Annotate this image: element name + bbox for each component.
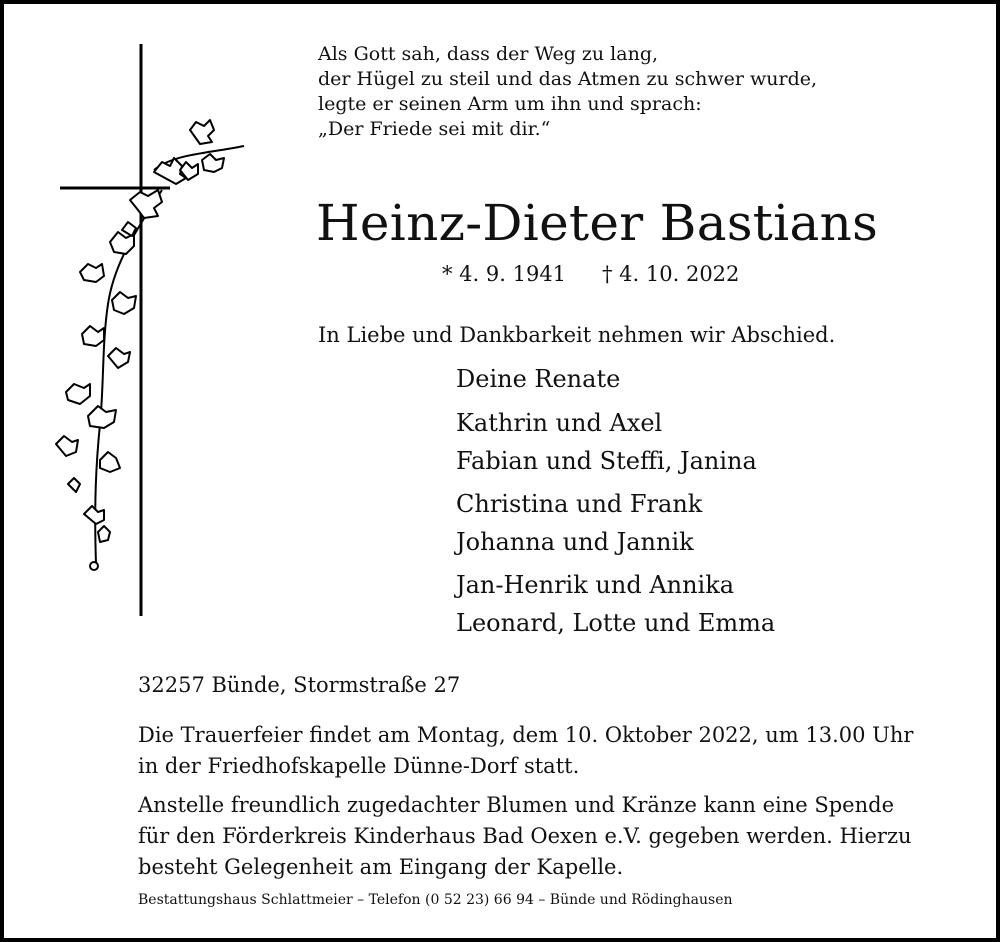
- farewell-intro: In Liebe und Dankbarkeit nehmen wir Abschied.: [318, 323, 836, 347]
- family-line: Christina und Frank: [456, 490, 703, 518]
- family-group: [456, 566, 775, 642]
- cross-with-ivy-icon: [4, 4, 264, 624]
- donation-info: [138, 790, 912, 883]
- family-group: [456, 404, 757, 480]
- death-date: † 4. 10. 2022: [602, 262, 740, 286]
- ceremony-line: in der Friedhofskapelle Dünne-Dorf statt.: [138, 754, 580, 778]
- ceremony-info: [138, 720, 913, 782]
- birth-date: * 4. 9. 1941: [442, 262, 567, 286]
- donation-line: besteht Gelegenheit am Eingang der Kapelle.: [138, 855, 624, 879]
- family-line: Johanna und Jannik: [456, 528, 694, 556]
- deceased-name: Heinz-Dieter Bastians: [316, 194, 879, 252]
- family-group: [456, 360, 620, 398]
- verse-line: legte er seinen Arm um ihn und sprach:: [318, 93, 702, 115]
- donation-line: Anstelle freundlich zugedachter Blumen und Kränze kann eine Spende: [138, 793, 894, 817]
- memorial-verse: [318, 42, 817, 142]
- family-group: [456, 485, 702, 561]
- family-line: Leonard, Lotte und Emma: [456, 609, 776, 637]
- family-line: Kathrin und Axel: [456, 409, 663, 437]
- family-line: Fabian und Steffi, Janina: [456, 447, 757, 475]
- verse-line: der Hügel zu steil und das Atmen zu schwer wurde,: [318, 68, 818, 90]
- verse-line: „Der Friede sei mit dir.“: [318, 118, 551, 140]
- ceremony-line: Die Trauerfeier findet am Montag, dem 10. Oktober 2022, um 13.00 Uhr: [138, 723, 914, 747]
- donation-line: für den Förderkreis Kinderhaus Bad Oexen e.V. gegeben werden. Hierzu: [138, 824, 912, 848]
- verse-line: Als Gott sah, dass der Weg zu lang,: [318, 43, 659, 65]
- funeral-home-footer: Bestattungshaus Schlattmeier – Telefon (0 52 23) 66 94 – Bünde und Rödinghausen: [138, 892, 733, 908]
- family-line: Jan-Henrik und Annika: [456, 571, 735, 599]
- address: 32257 Bünde, Stormstraße 27: [138, 673, 461, 697]
- family-line: Deine Renate: [456, 365, 621, 393]
